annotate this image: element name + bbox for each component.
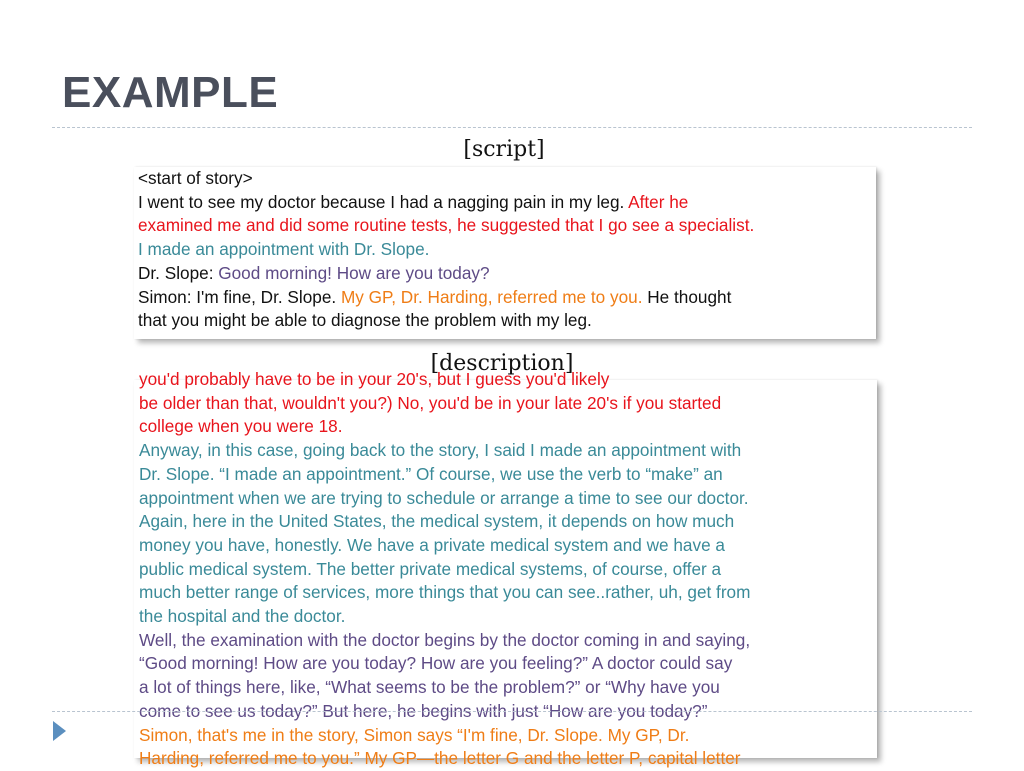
script-segment: Simon: I'm fine, Dr. Slope.	[138, 286, 341, 307]
script-line: <start of story>	[138, 168, 253, 188]
description-line: Dr. Slope. “I made an appointment.” Of course, we use the verb to “make” an	[139, 463, 723, 484]
description-line: Simon, that's me in the story, Simon says “I'm fine, Dr. Slope. My GP, Dr.	[139, 724, 690, 745]
script-segment: He thought	[642, 286, 732, 307]
script-segment: After he	[628, 191, 689, 212]
script-text-box	[134, 167, 876, 339]
description-line: a lot of things here, like, “What seems to be the problem?” or “Why have you	[139, 677, 720, 698]
description-line: the hospital and the doctor.	[139, 606, 346, 627]
script-line: that you might be able to diagnose the problem with my leg.	[138, 310, 592, 331]
description-line: appointment when we are trying to schedule or arrange a time to see our doctor.	[139, 487, 749, 508]
description-line: be older than that, wouldn't you?) No, you'd be in your late 20's if you started	[139, 392, 722, 413]
slide-title: EXAMPLE	[62, 68, 279, 117]
description-heading: [description]	[430, 351, 574, 376]
description-line: Anyway, in this case, going back to the story, I said I made an appointment with	[139, 440, 742, 461]
description-line: Again, here in the United States, the medical system, it depends on how much	[139, 511, 735, 532]
description-line: much better range of services, more things that you can see..rather, uh, get from	[139, 582, 751, 603]
description-line: money you have, honestly. We have a private medical system and we have a	[139, 534, 725, 555]
description-line: college when you were 18.	[139, 416, 343, 437]
script-segment: Dr. Slope:	[138, 262, 219, 283]
script-line	[138, 191, 876, 215]
description-line: come to see us today?” But here, he begins with just “How are you today?”	[139, 700, 708, 721]
script-line	[138, 286, 876, 310]
top-divider	[52, 127, 972, 128]
description-line: Harding, referred me to you.” My GP—the letter G and the letter P, capital letter	[139, 748, 741, 769]
script-segment: I went to see my doctor because I had a nagging pain in my leg.	[138, 191, 629, 212]
script-line	[138, 262, 876, 286]
description-line: “Good morning! How are you today? How are you feeling?” A doctor could say	[139, 653, 733, 674]
script-segment: Good morning! How are you today?	[218, 262, 490, 283]
script-line: I made an appointment with Dr. Slope.	[138, 239, 430, 260]
description-line: public medical system. The better private medical systems, of course, offer a	[139, 558, 722, 579]
bottom-divider	[52, 711, 972, 712]
description-text-box	[134, 369, 877, 769]
description-line: you'd probably have to be in your 20's, but I guess you'd likely	[139, 369, 610, 389]
script-line: examined me and did some routine tests, he suggested that I go see a specialist.	[138, 215, 755, 236]
description-line: Well, the examination with the doctor begins by the doctor coming in and saying,	[139, 629, 751, 650]
play-arrow-icon	[53, 721, 66, 741]
script-segment: My GP, Dr. Harding, referred me to you.	[340, 286, 643, 307]
script-heading: [script]	[463, 137, 545, 162]
